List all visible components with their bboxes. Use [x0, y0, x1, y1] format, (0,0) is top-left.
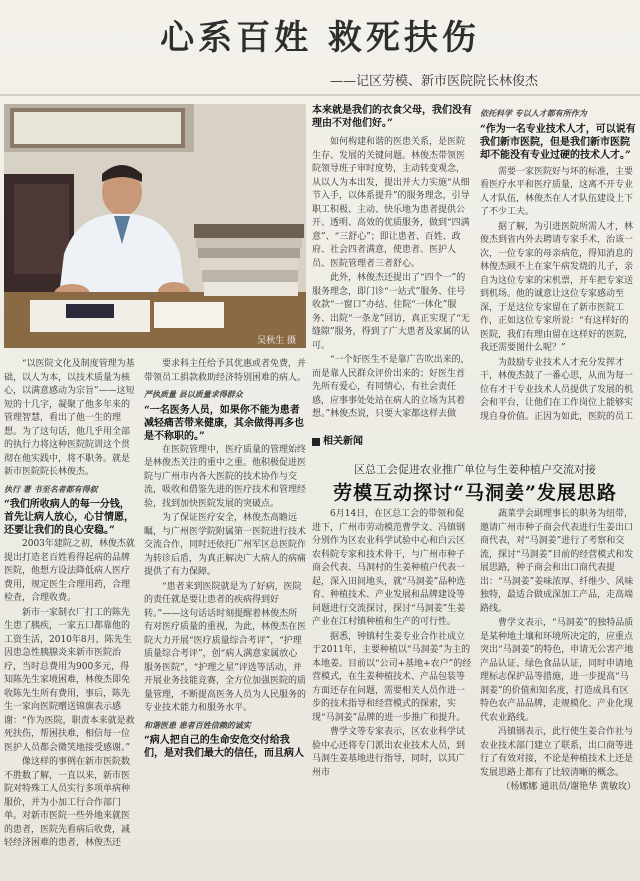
related-news-label [312, 432, 363, 447]
paragraph: “患者来到医院就是为了好病，医院的责任就是要让患者的疾病得到好转。”——这句话话时刻提醒着林俊杰所有对医疗质量的重视，为此，林俊杰在医院大力开展“医疗质量综合考评”，“护理质量综合考评”，创“病人满意家属放心服务医院”，“护理之星”评选等活动，并开展业务技能竞赛，全方位加强医院的质量管理，不断提高医务人员为人民服务的专业技术能力和服务水平。 [144, 581, 306, 713]
paragraph: 据悉，钟镇村生姜专业合作社成立于2011年，主要种植以“马洞姜”为主的本地姜。目前以“公司+基地+农户”的经营模式，在生姜种植技术、产品包装等方面还存在问题，需要相关人员作进一步的技术指导和经营模式的探索，实现“马洞姜”品牌的进一步推广和提升。 [312, 631, 472, 723]
paragraph: 在医院管理中，医疗质量的管理始终是林俊杰关注的重中之重。他积极促进医院与广州市内各大医院的技术协作与交流，吸收和借鉴先进的医疗技术和管理经验，找到加快医院发展的突破点。 [144, 444, 306, 509]
paragraph: 曹学文等专家表示，区农业科学试验中心还将专门派出农业技术人员，到马洞生姜基地进行指导，同时，以其广州市 [312, 727, 466, 778]
subheadline: ——记区劳模、新市医院院长林俊杰 [330, 74, 539, 89]
pull-quote: “病人把自己的生命安危交付给我们，是对我们最大的信任，而且病人 [144, 735, 304, 759]
middle-column [312, 104, 472, 422]
pull-quote: “作为一名专业技术人才，可以说有我们新市医院，但是我们新市医院却不能没有专业过硬的技术人才。” [480, 123, 636, 161]
pull-quote: “我们所收病人的每一分钱，首先让病人放心，心甘情愿，还要让我们的良心安稳。” [4, 499, 134, 536]
paragraph: 蔬菜学会副理事长的职务为纽带，邀请广州市种子商会代表进行生姜出口商代表，对“马洞姜”进行了考察和交流，探讨“马洞姜”目前的经营模式和发展思路，种子商会和出口商代表提出：“马洞姜”姜味浓厚、纤维少、风味独特，最适合做成深加工产品，走高端路线。 [480, 509, 634, 614]
middle-intro: 本来就是我们的衣食父母，我们没有理由不对他们好。” [312, 105, 472, 129]
paragraph: 曹学文表示，“马洞姜”的独特品质是某种地土壤和环境所决定的，应重点突出“马洞姜”的特色，申请无公害产地产品认证、绿色食品认证，同时申请地理标志保护品等措施，进一步提高“马洞姜”的价值和知名度，打造成具有区特色农产品品牌，走规模化、产业化现代农业路线。 [480, 618, 634, 723]
paragraph: 新市一家制衣厂打工的陈先生患了胰疾，一家五口都靠他的工资生活，2010年8月，陈先生因患急性胰腺炎来新市医院治疗，当时总费用为900多元，得知陈先生家境困难，林俊杰即免收陈先生所有费用，事后，陈先生一家向医院赠送锦旗表示感谢：“作为医院，职责本来就是救死扶伤，帮困扶难，相信每一位医护人员都会微笑地接受感谢。” [4, 607, 135, 753]
byline: （杨娜娜 通讯员/谢艳华 黄敏玫） [501, 782, 636, 792]
photo-credit: 吴秋生 摄 [257, 336, 296, 346]
section-heading: 和谐医患 患者百姓信赖的诚实 [144, 719, 251, 730]
paragraph: 如何构建和谐的医患关系，是医院生存、发展的关键问题。林俊杰带领医院领导班子审时度势，主动转变观念，从以人为本出发，提出并大力实施“从细节入手，以体系提升”的服务理念，引导职工积极、主动、快乐地为患者提供公开、透明、高效的优质服务，做到“四满意”、“三舒心”；即让患者、百姓、政府、社会四者满意，使患者、医护人员、医院管理者三者舒心。 [312, 137, 470, 269]
pull-quote: “一名医务人员，如果你不能为患者减轻痛苦带来健康，其余做得再多也是不称职的。” [144, 404, 304, 442]
paragraph: 据了解，为引进医院所需人才，林俊杰到省内外去聘请专家手术，治该一次，一位专家的母亲病危，得知消息的林俊杰顾不上在家午病发烧的儿子，亲自为这位专家的宋机票，开车把专家送到机场。他的诚意让这位专家感动至深，于是这位专家留在了新市医院工作，正如这位专家所说：“有这样好的医院，我们有理由留在这样好的医院，我还需要图什么呢？” [480, 221, 634, 353]
right-column [480, 104, 636, 422]
paragraph: “一个好医生不是靠广告吹出来的，而是靠人民群众评价出来的；好医生首先所有爱心，有同情心，有社会责任感，应事事处处站在病人的立场为其着想。”林俊杰说，只要大家都这样去做 [312, 355, 470, 419]
left-column-1 [4, 358, 138, 870]
news-left-column [312, 508, 472, 870]
paragraph: 为鼓励专业技术人才充分发挥才干，林俊杰鼓了一番心思，从而为每一位有才干专业技术人员提供了发展的机会和平台，让他们在工作岗位上能够实现自身价值。正因为如此，医院的员工 [480, 357, 634, 422]
paragraph: 6月14日，在区总工会的带领和促进下，广州市劳动模范曹学文、冯镇钢分别作为区农业科学试验中心和白云区农科院专家和技术骨干，与广州市种子商会代表、马洞村的生姜种植户代表一起，深入田间地头，就“马洞姜”品种选育、种植技术、产业发展和品牌建设等问题进行交流探讨，探讨“马洞姜”生姜产业在江村镇种植和生产的可行性。 [312, 509, 466, 627]
news-kicker: 区总工会促进农业推广单位与生姜种植户交流对接 [354, 463, 596, 476]
paragraph: 冯镇钢表示，此行使生姜合作社与农业技术部门建立了联系，出口商等进行了有效对接，不论是种植技术上还是发展思路上都有了比较清晰的概念。 [480, 727, 634, 778]
paragraph: 此外，林俊杰还提出了“四个一”的服务理念，即门诊“一站式”服务、住号收款“一窗口”办结、住院“一体化”服务、出院“一条龙”回访，真正实现了“无缝隙”服务，得到了广大患者及家属的认可。 [312, 273, 470, 351]
article-photo [4, 104, 306, 348]
paragraph: 2003年建院之初，林俊杰就提出打造老百姓看得起病的品牌医院，他想方设法降低病人医疗费用，规定医生合理用药，合理检查，合理收费。 [4, 539, 135, 603]
news-headline: 劳模互动探讨“马洞姜”发展思路 [333, 482, 617, 504]
section-heading: 依托科学 专以人才都有所作为 [480, 108, 587, 118]
square-bullet-icon [312, 438, 320, 446]
section-heading: 严执质量 县以质量求得群众 [144, 389, 243, 399]
paragraph: 为了保证医疗安全，林俊杰高瞻远瞩，与广州医学院附属第一医院进行技术交流合作，同时还依托广州军区总医院作为转诊后盾，为真正解决广大病人的病痛提供了有力保障。 [144, 513, 306, 577]
fold-line [0, 94, 640, 96]
headline: 心系百姓 救死扶伤 [160, 18, 480, 58]
paragraph: 需要一家医院好与坏的标准，主要看医疗水平和医疗质量，这离不开专业人才队伍，林俊杰在人才队伍建设上下了不少工夫。 [480, 166, 634, 217]
photo-illustration [4, 104, 306, 348]
related-news-label-text: 相关新闻 [323, 436, 363, 447]
paragraph: “以医院文化及制度管理为基础，以人为本，以技术质量为核心，以满意感动为宗旨”——这短短的十几字，凝聚了他多年来的管理智慧，看出了他一生的理想。为了这句话，他几乎用全部的执行力将这种医院院训这个贯彻在他实践中，将不职务。就是新市医院院长林俊杰。 [4, 359, 135, 477]
paragraph: 要求科主任给予其优惠或者免费，并带领员工捐款救助经济特别困难的病人。 [144, 359, 306, 383]
section-heading: 执行 著 书至名者都有得叙 [4, 483, 98, 494]
left-column-2 [144, 358, 306, 870]
news-right-column [480, 508, 636, 870]
paragraph: 像这样的事例在新市医院数不胜数了解，一直以来，新市医院对特殊工人员实行多项单病种服价，并为小加工行合作部门单。对新市医院一些外地来就医的患者，医院先看病后收费，减轻经济困难的患者，林俊杰还 [4, 757, 131, 848]
